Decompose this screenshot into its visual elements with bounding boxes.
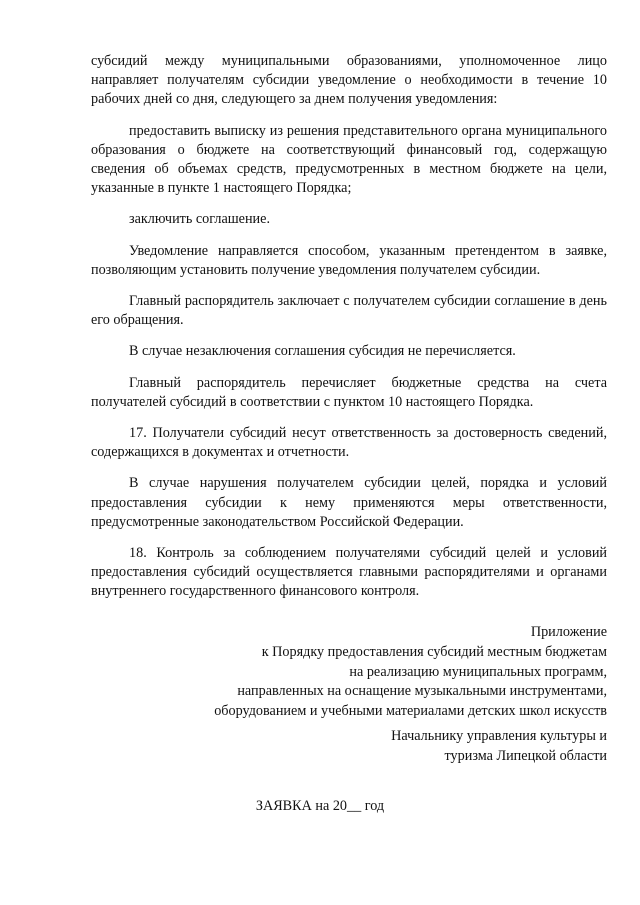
paragraph-notification-method: Уведомление направляется способом, указанным претендентом в заявке, позволяющим установить получение уведомления получателем субсидии. (91, 242, 607, 278)
appendix-block (214, 623, 607, 722)
application-heading: ЗАЯВКА на 20__ год (255, 798, 385, 814)
paragraph-conclude-agreement: заключить соглашение. (129, 211, 270, 228)
document-body (91, 52, 607, 614)
paragraph-agreement-day: Главный распорядитель заключает с получателем субсидии соглашение в день его обращения. (91, 293, 607, 329)
paragraph-item-18: 18. Контроль за соблюдением получателями субсидий целей и условий предоставления субсидий осуществляется главными распорядителями и органами внутреннего государственного финансового контроля. (91, 545, 607, 600)
addressee-line: туризма Липецкой области (444, 747, 607, 764)
appendix-title: Приложение (530, 624, 607, 640)
appendix-line: оборудованием и учебными материалами детских школ искусств (214, 703, 607, 720)
paragraph-violation-measures: В случае нарушения получателем субсидии целей, порядка и условий предоставления субсидии к нему применяются меры ответственности, предусмотренные законодательством Российской Федерации. (91, 475, 607, 530)
paragraph-extract-requirement: предоставить выписку из решения представительного органа муниципального образования о бюджете на соответствующий финансовый год, содержащую сведения об объемах средств, предусмотренных в местном бюджете на цели, указанные в пункте 1 настоящего Порядка; (91, 122, 607, 197)
paragraph-transfer-funds: Главный распорядитель перечисляет бюджетные средства на счета получателей субсидий в соответствии с пунктом 10 настоящего Порядка. (91, 374, 607, 410)
paragraph-continuation: субсидий между муниципальными образованиями, уполномоченное лицо направляет получателям субсидии уведомление о необходимости в течение 10 рабочих дней со дня, следующего за днем получения уведомления: (91, 53, 607, 108)
appendix-line: направленных на оснащение музыкальными инструментами, (237, 683, 607, 700)
paragraph-item-17: 17. Получатели субсидий несут ответственность за достоверность сведений, содержащихся в документах и отчетности. (91, 425, 607, 461)
appendix-line: на реализацию муниципальных программ, (349, 663, 607, 680)
paragraph-no-agreement: В случае незаключения соглашения субсидия не перечисляется. (129, 343, 516, 360)
appendix-line: к Порядку предоставления субсидий местным бюджетам (261, 643, 607, 660)
addressee-block (391, 727, 607, 767)
addressee-line: Начальнику управления культуры и (391, 728, 607, 744)
